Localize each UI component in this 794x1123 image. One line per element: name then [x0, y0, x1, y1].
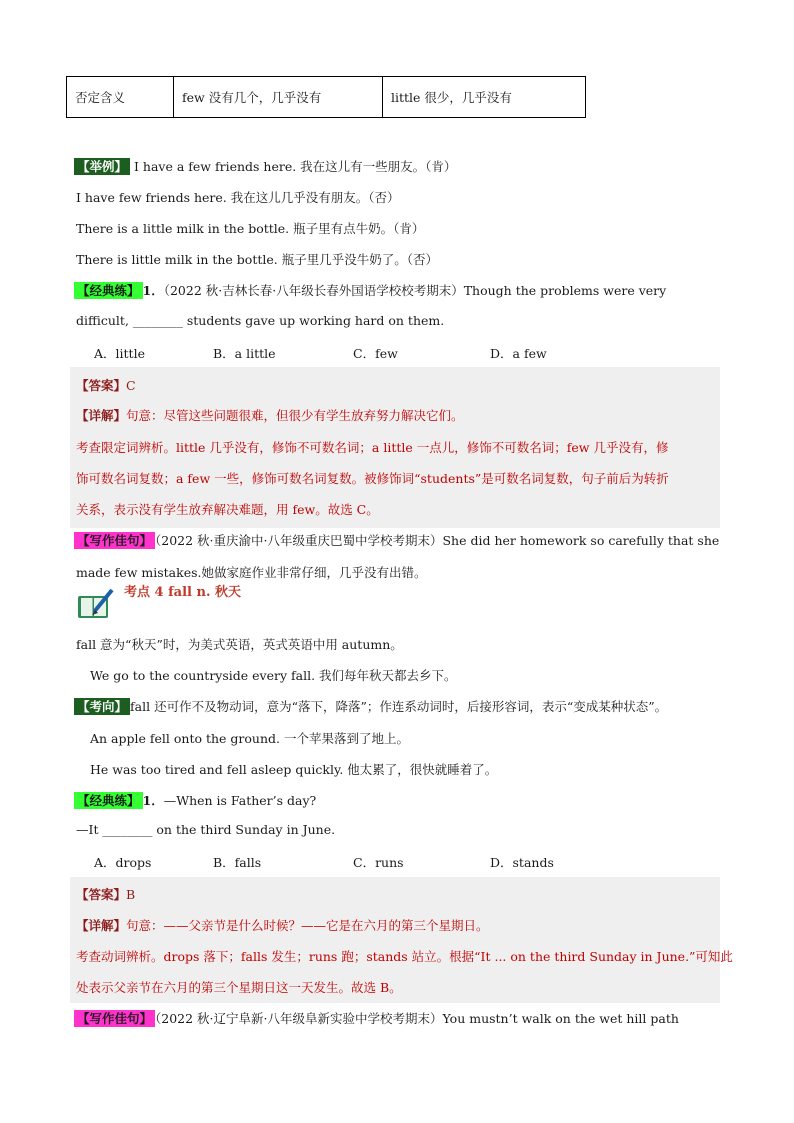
point4-line-4: An apple fell onto the ground. 一个苹果落到了地上。 [90, 731, 409, 746]
q2-stem: —When is Father’s day? [163, 793, 317, 808]
q1-option-d: D．a few [490, 346, 547, 361]
write2-line-1 [74, 1009, 679, 1027]
answer-value: B [126, 887, 136, 902]
table-cell: few 没有几个，几乎没有 [174, 77, 383, 118]
example-line-3: There is a little milk in the bottle. 瓶子里有点牛奶。（肯） [76, 221, 425, 236]
write1-text: （2022 秋·重庆渝中·八年级重庆巴蜀中学校考期末）She did her homework so carefully that she [155, 533, 720, 548]
point4-line-2: We go to the countryside every fall. 我们每年秋天都去乡下。 [90, 668, 457, 683]
table-row [67, 77, 586, 118]
book-pen-icon [76, 586, 116, 622]
q1-detail [76, 406, 464, 424]
table-cell: little 很少，几乎没有 [383, 77, 586, 118]
answer-tag: 【答案】 [76, 378, 127, 393]
example-text: I have a few friends here. 我在这儿有一些朋友。（肯） [134, 159, 457, 174]
kaoxiang-text: fall 还可作不及物动词，意为“落下，降落”；作连系动词时，后接形容词，表示“变成某种状态”。 [130, 699, 668, 714]
q2-stem-line-2: —It ________ on the third Sunday in June. [76, 822, 336, 837]
write-tag: 【写作佳句】 [74, 532, 155, 549]
q2-answer [76, 885, 135, 903]
q2-option-a: A．drops [94, 855, 152, 870]
answer-tag: 【答案】 [76, 887, 127, 902]
point4-title: 考点 4 fall n. 秋天 [123, 584, 242, 600]
write-tag: 【写作佳句】 [74, 1010, 155, 1027]
q1-stem: （2022 秋·吉林长春·八年级长春外国语学校校考期末）Though the problems were very [163, 283, 667, 298]
table-cell: 否定含义 [67, 77, 174, 118]
q2-stem-line-1 [74, 791, 316, 809]
example-line-4: There is little milk in the bottle. 瓶子里几乎没牛奶了。（否） [76, 252, 438, 267]
q1-tag: 【经典练】 [74, 282, 143, 299]
point4-heading [76, 584, 242, 622]
example-tag: 【举例】 [74, 158, 130, 175]
q1-option-b: B．a little [213, 346, 276, 361]
q2-option-d: D．stands [490, 855, 554, 870]
detail-tag: 【详解】 [76, 408, 127, 423]
comparison-table [66, 76, 586, 118]
answer-value: C [126, 378, 136, 393]
q1-number: 1． [142, 283, 164, 298]
q1-explanation-1: 考查限定词辨析。little 几乎没有，修饰不可数名词；a little 一点儿，修饰不可数名词；few 几乎没有，修 [76, 440, 669, 455]
q1-stem-line-2: difficult, ________ students gave up working hard on them. [76, 313, 445, 328]
point4-kaoxiang [74, 697, 667, 715]
q2-option-c: C．runs [353, 855, 404, 870]
detail-tag: 【详解】 [76, 918, 127, 933]
q1-option-c: C．few [353, 346, 398, 361]
q2-detail [76, 916, 489, 934]
detail-text: 句意：尽管这些问题很难，但很少有学生放弃努力解决它们。 [126, 408, 464, 423]
point4-line-1: fall 意为“秋天”时，为美式英语，英式英语中用 autumn。 [76, 637, 403, 652]
example-line-2: I have few friends here. 我在这儿几乎没有朋友。（否） [76, 190, 400, 205]
q1-answer [76, 376, 136, 394]
q2-explanation-2: 处表示父亲节在六月的第三个星期日这一天发生。故选 B。 [76, 980, 402, 995]
q2-number: 1． [142, 793, 164, 808]
q1-stem-line-1 [74, 281, 666, 299]
point4-line-5: He was too tired and fell asleep quickly. 他太累了，很快就睡着了。 [90, 762, 498, 777]
write1-line-1 [74, 531, 719, 549]
write2-text: （2022 秋·辽宁阜新·八年级阜新实验中学校考期末）You mustn’t walk on the wet hill path [155, 1011, 679, 1026]
q2-tag: 【经典练】 [74, 792, 143, 809]
detail-text: 句意：——父亲节是什么时候？——它是在六月的第三个星期日。 [126, 918, 489, 933]
write1-line-2: made few mistakes.她做家庭作业非常仔细，几乎没有出错。 [76, 565, 427, 580]
q2-option-b: B．falls [213, 855, 262, 870]
example-line-1 [74, 157, 456, 175]
q1-explanation-3: 关系，表示没有学生放弃解决难题，用 few。故选 C。 [76, 502, 379, 517]
q1-explanation-2: 饰可数名词复数；a few 一些，修饰可数名词复数。被修饰词“students”是可数名词复数，句子前后为转折 [76, 471, 669, 486]
kaoxiang-tag: 【考向】 [74, 698, 130, 715]
q1-option-a: A．little [94, 346, 145, 361]
q2-explanation-1: 考查动词辨析。drops 落下；falls 发生；runs 跑；stands 站立。根据“It ... on the third Sunday in June.”可知此 [76, 949, 733, 964]
